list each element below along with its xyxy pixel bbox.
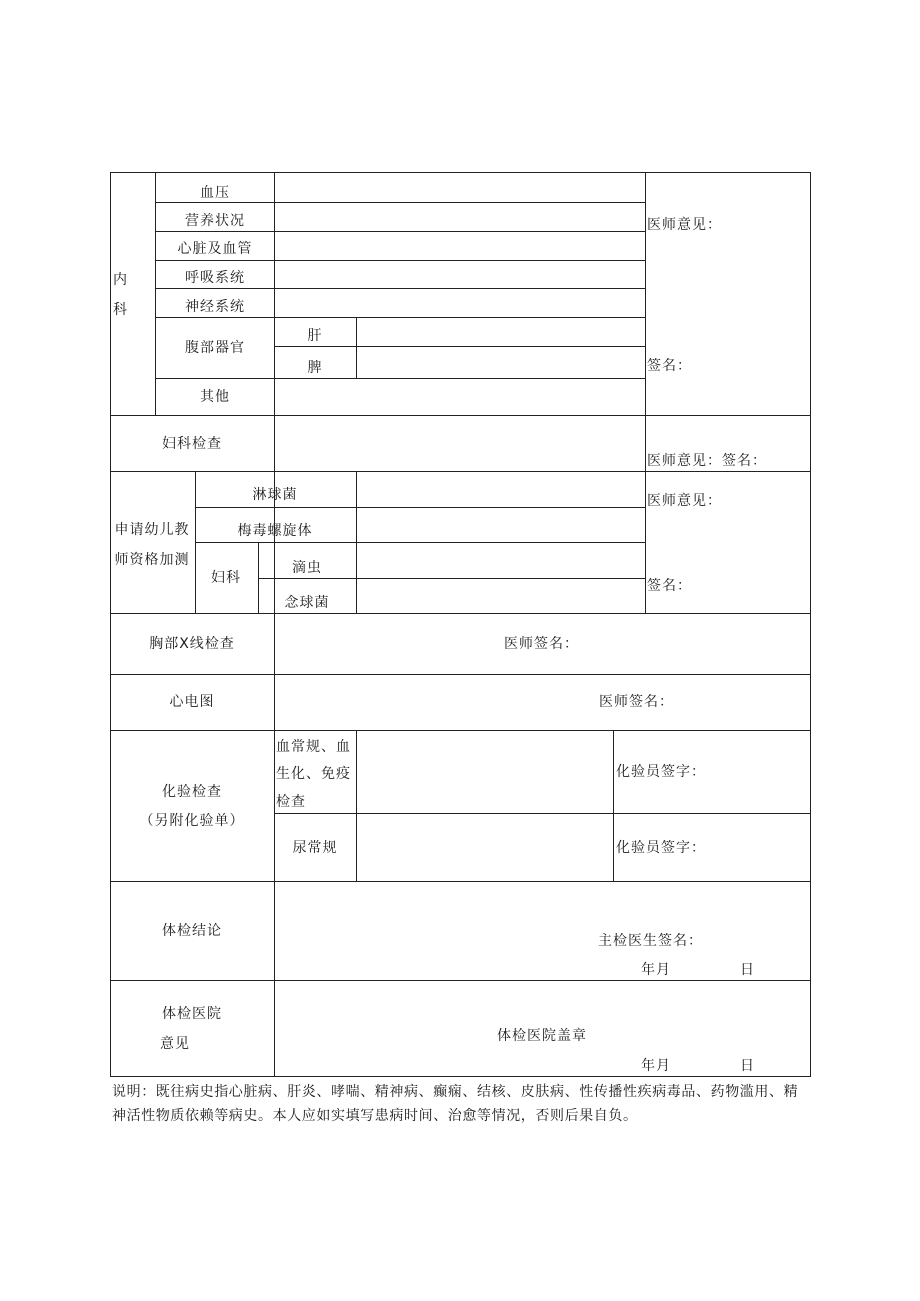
footnote: 说明：既往病史指心脏病、肝炎、哮喘、精神病、癫痫、结核、皮肤病、性传播性疾病毒品、药物滥用、精神活性物质依赖等病史。本人应如实填写患病时间、治愈等情况，否则后果自负。 bbox=[112, 1084, 799, 1124]
rule bbox=[195, 507, 645, 508]
hospital-year-month: 年月 bbox=[641, 1058, 671, 1074]
syphilis-label: 梅毒螺旋体 bbox=[237, 523, 313, 539]
kindergarten-label-2: 师资格加测 bbox=[114, 552, 190, 568]
rule bbox=[195, 471, 196, 613]
ecg-label: 心电图 bbox=[169, 694, 215, 710]
gynecology-label: 妇科检查 bbox=[162, 436, 222, 452]
conclusion-label: 体检结论 bbox=[162, 923, 222, 939]
border-bottom bbox=[110, 1076, 810, 1077]
chief-doctor-signature: 主检医生签名： bbox=[598, 933, 703, 949]
kindergarten-label-1: 申请幼儿教 bbox=[114, 522, 190, 538]
rule bbox=[110, 730, 810, 731]
respiratory-label: 呼吸系统 bbox=[185, 270, 245, 286]
lab-tech-signature-2: 化验员签字： bbox=[616, 840, 706, 856]
rule bbox=[110, 471, 810, 472]
rule bbox=[274, 613, 275, 1076]
rule bbox=[195, 542, 645, 543]
hospital-stamp: 体检医院盖章 bbox=[497, 1028, 587, 1044]
hospital-label-1: 体检医院 bbox=[162, 1006, 222, 1022]
ecg-doctor-signature: 医师签名： bbox=[599, 694, 674, 710]
heart-vessel-label: 心脏及血管 bbox=[177, 241, 253, 257]
conclusion-day: 日 bbox=[740, 962, 755, 978]
abdomen-label: 腹部器官 bbox=[185, 340, 245, 356]
other-label: 其他 bbox=[200, 389, 230, 405]
spleen-label: 脾 bbox=[307, 360, 323, 376]
rule bbox=[155, 378, 645, 379]
nutrition-label: 营养状况 bbox=[185, 213, 245, 229]
border-left bbox=[110, 172, 111, 1077]
conclusion-year-month: 年月 bbox=[641, 962, 671, 978]
rule bbox=[275, 346, 645, 347]
liver-label: 肝 bbox=[307, 328, 323, 344]
rule bbox=[110, 674, 810, 675]
chest-xray-doctor-signature: 医师签名： bbox=[504, 636, 579, 652]
chest-xray-label: 胸部X线检查 bbox=[149, 636, 235, 652]
rule bbox=[155, 172, 156, 415]
border-top bbox=[110, 172, 810, 173]
rule bbox=[155, 231, 645, 232]
rule bbox=[110, 415, 810, 416]
rule bbox=[258, 542, 259, 613]
rule bbox=[356, 471, 357, 613]
hospital-day: 日 bbox=[740, 1058, 755, 1074]
rule bbox=[645, 172, 646, 613]
internal-signature: 签名： bbox=[647, 358, 692, 374]
rule bbox=[155, 288, 645, 289]
border-right bbox=[810, 172, 811, 1077]
rule bbox=[274, 813, 810, 814]
kindergarten-signature: 签名： bbox=[647, 578, 692, 594]
rule bbox=[356, 730, 357, 881]
rule bbox=[110, 881, 810, 882]
blood-pressure-label: 血压 bbox=[200, 185, 230, 201]
rule bbox=[274, 172, 275, 613]
rule bbox=[110, 613, 810, 614]
rule bbox=[155, 202, 645, 203]
blood-test-line-2: 生化、免疫 bbox=[276, 766, 351, 782]
rule bbox=[613, 730, 614, 881]
kindergarten-doctor-opinion: 医师意见： bbox=[647, 493, 722, 509]
urine-test-label: 尿常规 bbox=[292, 840, 338, 856]
rule bbox=[155, 260, 645, 261]
blood-test-line-1: 血常规、血 bbox=[276, 739, 351, 755]
blood-test-line-3: 检查 bbox=[276, 794, 306, 810]
rule bbox=[258, 578, 645, 579]
hospital-label-2: 意见 bbox=[160, 1036, 190, 1052]
gonococcus-label: 淋球菌 bbox=[252, 487, 298, 503]
internal-label-1: 内 bbox=[113, 272, 128, 288]
candida-label: 念球菌 bbox=[284, 595, 330, 611]
rule bbox=[155, 317, 645, 318]
rule bbox=[110, 980, 810, 981]
gyn-sub-label: 妇科 bbox=[211, 570, 241, 586]
gynecology-opinion-signature: 医师意见：签名： bbox=[647, 453, 767, 469]
lab-tech-signature-1: 化验员签字： bbox=[616, 764, 706, 780]
lab-label-2: （另附化验单） bbox=[139, 813, 245, 829]
internal-doctor-opinion: 医师意见： bbox=[647, 217, 722, 233]
lab-label-1: 化验检查 bbox=[162, 784, 222, 800]
trichomonas-label: 滴虫 bbox=[292, 560, 322, 576]
internal-label-2: 科 bbox=[113, 302, 128, 318]
rule bbox=[356, 317, 357, 378]
nervous-label: 神经系统 bbox=[185, 299, 245, 315]
